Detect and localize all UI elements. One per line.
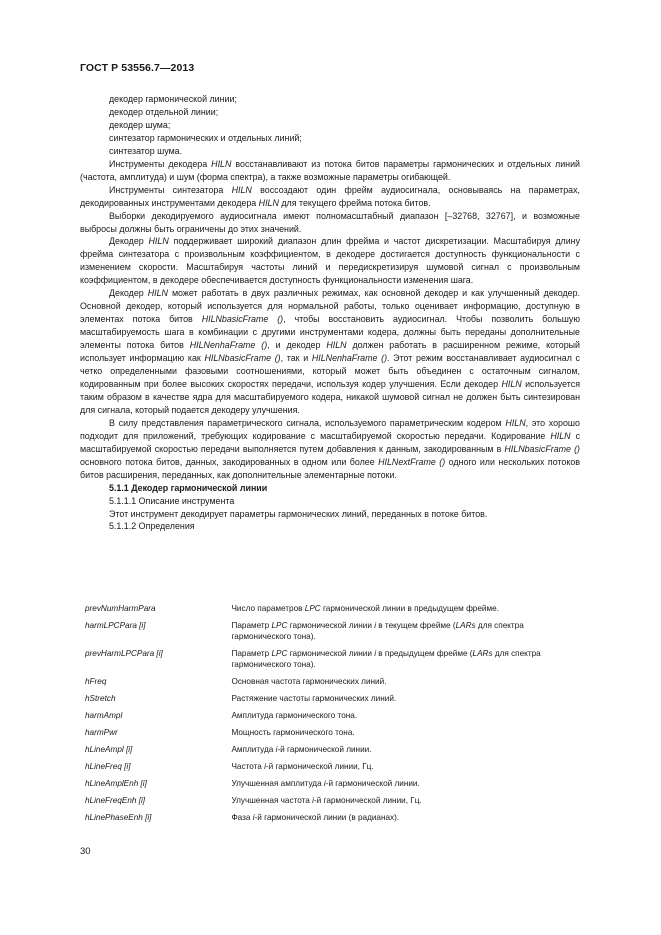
definition-term: hLineFreq [i] bbox=[85, 762, 131, 771]
definition-row bbox=[85, 620, 585, 648]
definition-desc: Параметр LPC гармонической линии i в текущем фрейме (LARs для спектра гармонического тона). bbox=[231, 621, 524, 641]
definition-term: hStretch bbox=[85, 694, 116, 703]
definitions-table bbox=[85, 603, 585, 829]
definition-row bbox=[85, 778, 585, 795]
definition-row bbox=[85, 603, 585, 620]
definition-row bbox=[85, 727, 585, 744]
list-item: декодер шума; bbox=[109, 119, 171, 130]
definition-term: hFreq bbox=[85, 677, 107, 686]
definition-desc: Параметр LPC гармонической линии i в предыдущем фрейме (LARs для спектра гармонического тона). bbox=[231, 649, 541, 669]
definition-row bbox=[85, 676, 585, 693]
definition-term: hLineFreqEnh [i] bbox=[85, 796, 146, 805]
list-item: синтезатор шума. bbox=[109, 145, 183, 156]
definition-desc: Улучшенная частота i-й гармонической линии, Гц. bbox=[231, 796, 422, 805]
paragraph-frame-range: Декодер HILN поддерживает широкий диапазон длин фрейма и частот дискретизации. Масштабируя длину фрейма синтезатора с произвольным коэффициентом, в декодере достигается доступность функциональности с изменением скорости. Масштабируя частоты линий и передискретизируя шумовой сигнал с произвольным коэффициентом, в декодере обеспечивается доступность функциональности изменения шага. bbox=[80, 236, 581, 286]
definition-desc: Амплитуда гармонического тона. bbox=[231, 711, 358, 720]
definition-desc: Амплитуда i-й гармонической линии. bbox=[231, 745, 372, 754]
body-text bbox=[80, 93, 580, 533]
definition-desc: Фаза i-й гармонической линии (в радианах). bbox=[231, 813, 400, 822]
page-header: ГОСТ Р 53556.7—2013 bbox=[80, 62, 195, 74]
definition-desc: Основная частота гармонических линий. bbox=[231, 677, 387, 686]
definition-desc: Улучшенная амплитуда i-й гармонической линии. bbox=[231, 779, 420, 788]
definition-term: harmLPCPara [i] bbox=[85, 621, 146, 630]
tool-description: Этот инструмент декодирует параметры гармонических линий, переданных в потоке битов. bbox=[109, 508, 488, 519]
definition-row bbox=[85, 648, 585, 676]
definition-term: prevHarmLPCPara [i] bbox=[85, 649, 163, 658]
definition-row bbox=[85, 812, 585, 829]
definition-term: hLineAmpl [i] bbox=[85, 745, 133, 754]
definition-row bbox=[85, 795, 585, 812]
paragraph-synth-tools: Инструменты синтезатора HILN воссоздают один фрейм аудиосигнала, основываясь на параметрах, декодированных инструментами декодера HILN для текущего фрейма потока битов. bbox=[80, 184, 580, 208]
paragraph-scalable-coding: В силу представления параметрического сигнала, используемого параметрическим кодером HILN, это хорошо подходит для приложений, требующих кодирование с масштабируемой скоростью передачи. Кодирование HILN с масштабируемой скоростью передачи выполняется путем добавления к данным, закодированным в HILNbasicFrame () основного потока битов, данных, закодированных в одном или более HILNextFrame () одного или нескольких потоков битов расширения, переданных, как дополнительные элементарные потоки. bbox=[80, 417, 581, 480]
page-number: 30 bbox=[80, 846, 91, 857]
definition-row bbox=[85, 744, 585, 761]
definition-term: hLinePhaseEnh [i] bbox=[85, 813, 152, 822]
subsection-heading: 5.1.1.1 Описание инструмента bbox=[109, 495, 235, 506]
list-item: декодер гармонической линии; bbox=[109, 94, 237, 104]
subsection-heading: 5.1.1.2 Определения bbox=[109, 521, 195, 532]
definition-desc: Растяжение частоты гармонических линий. bbox=[231, 694, 397, 703]
list-item: декодер отдельной линии; bbox=[109, 106, 219, 117]
section-heading: 5.1.1 Декодер гармонической линии bbox=[109, 482, 268, 493]
definition-desc: Число параметров LPC гармонической линии в предыдущем фрейме. bbox=[231, 604, 499, 613]
definition-term: harmPwr bbox=[85, 728, 118, 737]
definition-term: prevNumHarmPara bbox=[85, 604, 156, 613]
paragraph-decoder-tools: Инструменты декодера HILN восстанавливают из потока битов параметры гармонических и отдельных линий (частота, амплитуда) и шум (форма спектра), а также возможные параметры огибающей. bbox=[80, 158, 581, 182]
paragraph-sample-range: Выборки декодируемого аудиосигнала имеют полномасштабный диапазон [–32768, 32767], и возможные выбросы должны быть ограничены до этих значений. bbox=[80, 210, 580, 234]
definition-row bbox=[85, 761, 585, 778]
definition-desc: Частота i-й гармонической линии, Гц. bbox=[231, 762, 374, 771]
list-item: синтезатор гармонических и отдельных линий; bbox=[109, 132, 302, 143]
definition-term: harmAmpl bbox=[85, 711, 123, 720]
definition-row bbox=[85, 693, 585, 710]
paragraph-decoder-modes: Декодер HILN может работать в двух различных режимах, как основной декодер и как улучшенный декодер. Основной декодер, который используется для нормальной работы, только оценивает информацию, доступную в элементах потока битов HILNbasicFrame (), чтобы восстановить аудиосигнал. Чтобы позволить большую масштабируемость шага в комбинации с другими инструментами кодера, должны быть переданы дополнительные элементы потока битов HILNenhaFrame (), и декодер HILN должен работать в расширенном режиме, который использует информацию как HILNbasicFrame (), так и HILNenhaFrame (). Этот режим восстанавливает аудиосигнал с четко определенными фазовыми соотношениями, который может быть объединен с остаточным сигналом, кодированным при более высоких скоростях передачи, используя кодер улучшения. Если декодер HILN используется таким образом в качестве ядра для масштабируемого кодера, никакой шумовой сигнал не должен быть синтезирован для сигнала, который подается декодеру улучшения. bbox=[80, 288, 580, 415]
definition-term: hLineAmplEnh [i] bbox=[85, 779, 147, 788]
definition-row bbox=[85, 710, 585, 727]
definition-desc: Мощность гармонического тона. bbox=[231, 728, 355, 737]
